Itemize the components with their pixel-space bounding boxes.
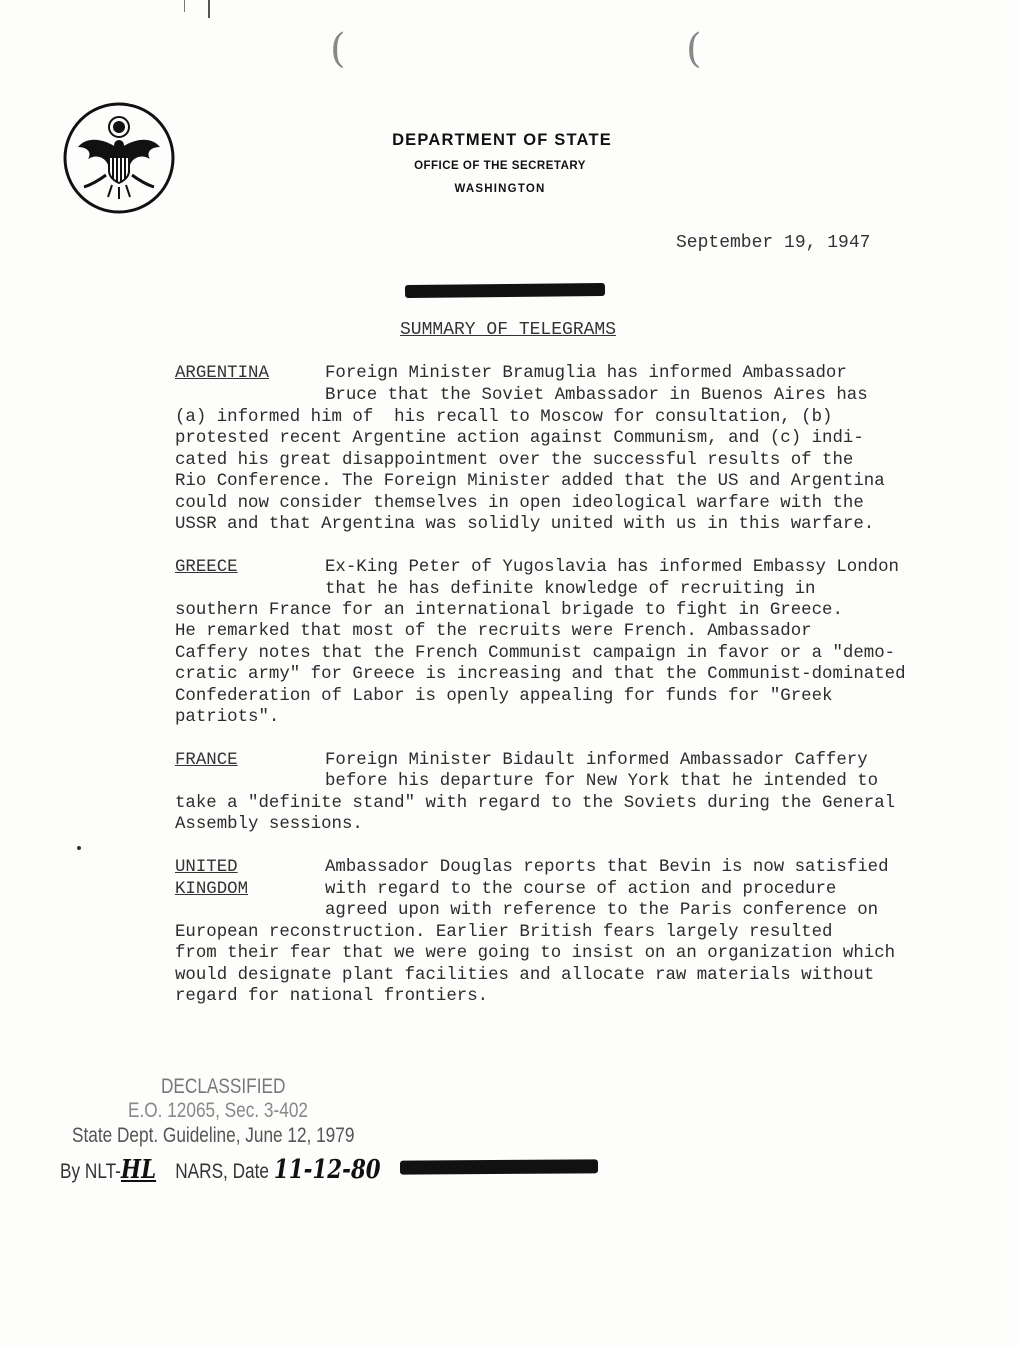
section-argentina-line: protested recent Argentine action against Communism, and (c) indi- bbox=[175, 429, 864, 448]
corner-mark-right: ( bbox=[686, 26, 702, 72]
section-uk-line: agreed upon with reference to the Paris conference on bbox=[325, 901, 879, 920]
section-france-line: Foreign Minister Bidault informed Ambassador Caffery bbox=[325, 751, 868, 770]
section-uk-line: from their fear that we were going to insist on an organization which bbox=[175, 944, 896, 963]
section-argentina-line: (a) informed him of his recall to Moscow for consultation, (b) bbox=[175, 408, 833, 427]
section-uk-line: with regard to the course of action and procedure bbox=[325, 880, 837, 899]
section-argentina-line: cated his great disappointment over the successful results of the bbox=[175, 451, 854, 470]
section-uk-line: would designate plant facilities and allocate raw materials without bbox=[175, 966, 875, 985]
stamp-by-prefix: By NLT- bbox=[60, 1160, 121, 1183]
stamp-nars-label: NARS, Date bbox=[175, 1160, 269, 1183]
document-date: September 19, 1947 bbox=[676, 233, 871, 253]
margin-tick bbox=[184, 0, 185, 12]
redacted-classification-footer bbox=[400, 1159, 598, 1174]
document-title: SUMMARY OF TELEGRAMS bbox=[400, 320, 617, 340]
great-seal-icon bbox=[62, 101, 176, 215]
office-subtitle: OFFICE OF THE SECRETARY bbox=[414, 160, 586, 172]
section-argentina-line: Foreign Minister Bramuglia has informed Ambassador bbox=[325, 364, 847, 383]
section-argentina-line: could now consider themselves in open ideological warfare with the bbox=[175, 494, 864, 513]
section-label-france: FRANCE bbox=[175, 751, 238, 770]
section-france-line: Assembly sessions. bbox=[175, 815, 363, 834]
handwritten-initials: HL bbox=[120, 1155, 157, 1185]
section-greece-line: southern France for an international brigade to fight in Greece. bbox=[175, 601, 843, 620]
handwritten-date: 11-12-80 bbox=[273, 1155, 381, 1185]
corner-mark-left: ( bbox=[330, 26, 346, 72]
section-uk-line: European reconstruction. Earlier British fears largely resulted bbox=[175, 923, 833, 942]
section-uk-line: Ambassador Douglas reports that Bevin is now satisfied bbox=[325, 858, 889, 877]
section-greece-line: Ex-King Peter of Yugoslavia has informed Embassy London bbox=[325, 558, 899, 577]
stamp-authorization bbox=[60, 1155, 381, 1185]
margin-tick bbox=[208, 0, 210, 18]
section-greece-line: that he has definite knowledge of recruiting in bbox=[325, 580, 816, 599]
department-title: DEPARTMENT OF STATE bbox=[392, 131, 612, 149]
stamp-guideline: State Dept. Guideline, June 12, 1979 bbox=[72, 1124, 355, 1147]
section-label-greece: GREECE bbox=[175, 558, 238, 577]
section-label-kingdom: KINGDOM bbox=[175, 880, 249, 899]
redacted-classification bbox=[405, 283, 605, 298]
stamp-executive-order: E.O. 12065, Sec. 3-402 bbox=[128, 1099, 308, 1122]
section-greece-line: patriots". bbox=[175, 708, 280, 727]
section-uk-line: regard for national frontiers. bbox=[175, 987, 489, 1006]
section-label-argentina: ARGENTINA bbox=[175, 364, 269, 383]
section-greece-line: He remarked that most of the recruits were French. Ambassador bbox=[175, 622, 812, 641]
stamp-declassified: DECLASSIFIED bbox=[161, 1075, 286, 1098]
stray-dot bbox=[77, 846, 81, 850]
section-greece-line: cratic army" for Greece is increasing and that the Communist-dominated bbox=[175, 665, 906, 684]
section-france-line: take a "definite stand" with regard to the Soviets during the General bbox=[175, 794, 896, 813]
stamp-blank-line bbox=[156, 1160, 175, 1183]
section-argentina-line: Rio Conference. The Foreign Minister added that the US and Argentina bbox=[175, 472, 885, 491]
section-argentina-line: Bruce that the Soviet Ambassador in Buenos Aires has bbox=[325, 386, 868, 405]
section-label-united: UNITED bbox=[175, 858, 238, 877]
section-greece-line: Confederation of Labor is openly appealing for funds for "Greek bbox=[175, 687, 833, 706]
section-argentina-line: USSR and that Argentina was solidly united with us in this warfare. bbox=[175, 515, 875, 534]
city-subtitle: WASHINGTON bbox=[454, 183, 546, 195]
section-france-line: before his departure for New York that he intended to bbox=[325, 772, 879, 791]
section-greece-line: Caffery notes that the French Communist campaign in favor or a "demo- bbox=[175, 644, 896, 663]
